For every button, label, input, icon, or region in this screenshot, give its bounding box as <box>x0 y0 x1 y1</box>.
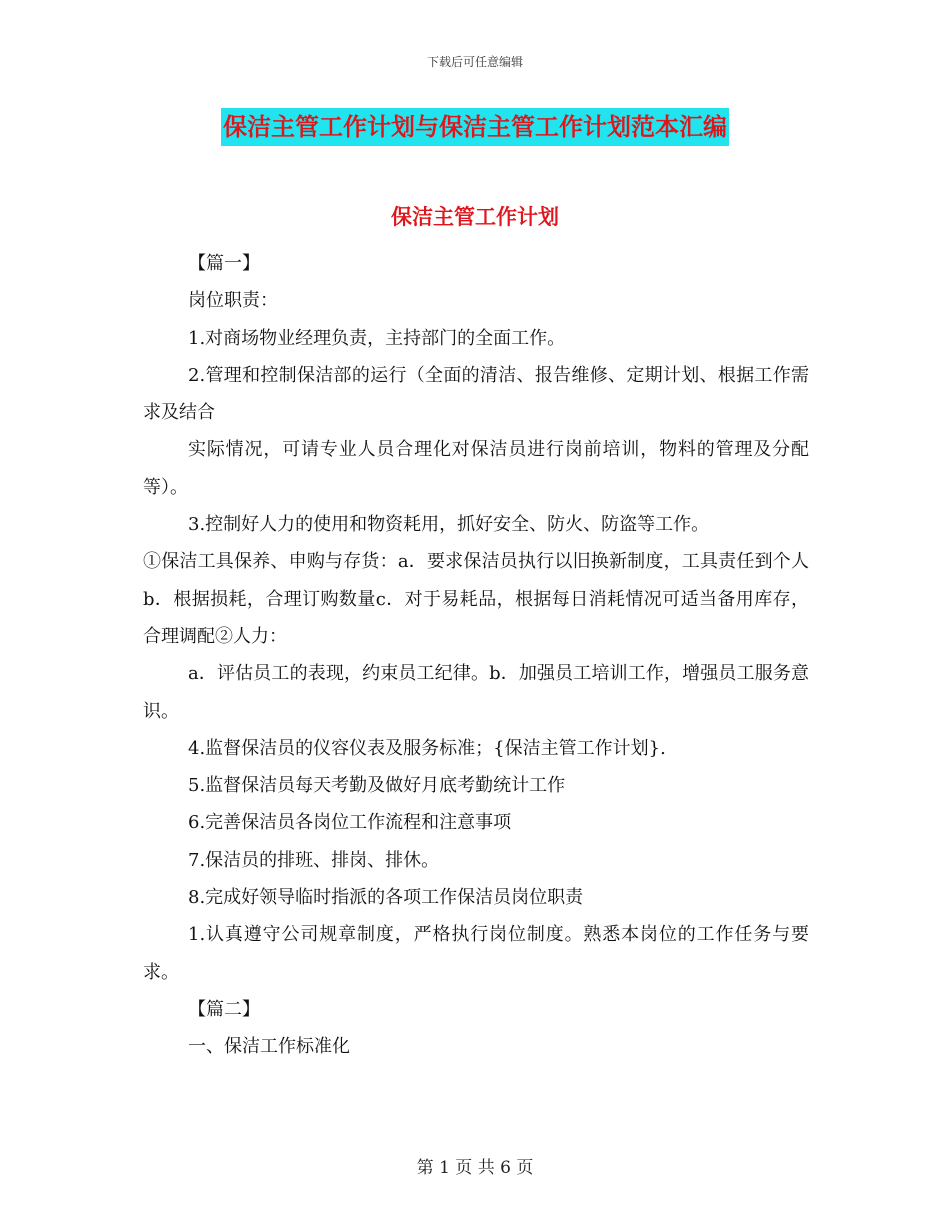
paragraph: 1.对商场物业经理负责，主持部门的全面工作。 <box>188 327 566 349</box>
page-header-note: 下载后可任意编辑 <box>426 55 523 69</box>
paragraph: 2.管理和控制保洁部的运行（全面的清洁、报告维修、定期计划、根据工作需求及结合 <box>143 364 809 424</box>
paragraph: 6.完善保洁员各岗位工作流程和注意事项 <box>188 812 512 834</box>
paragraph: 岗位职责： <box>188 290 278 312</box>
paragraph: 实际情况，可请专业人员合理化对保洁员进行岗前培训，物料的管理及分配等）。 <box>143 439 809 498</box>
paragraph: 7.保洁员的排班、排岗、排休。 <box>188 849 440 871</box>
paragraph: 8.完成好领导临时指派的各项工作保洁员岗位职责 <box>188 887 584 909</box>
paragraph: a．评估员工的表现，约束员工纪律。b．加强员工培训工作，增强员工服务意识。 <box>143 663 809 722</box>
paragraph: 3.控制好人力的使用和物资耗用，抓好安全、防火、防盗等工作。 <box>188 514 710 536</box>
page-footer: 第 1 页 共 6 页 <box>416 1158 534 1178</box>
paragraph: ①保洁工具保养、申购与存货：a．要求保洁员执行以旧换新制度，工具责任到个人b．根据损耗，合理订购数量c．对于易耗品，根据每日消耗情况可适当备用库存，合理调配②人力： <box>143 551 809 647</box>
paragraph: 5.监督保洁员每天考勤及做好月底考勤统计工作 <box>188 775 566 797</box>
document-body <box>143 245 809 1066</box>
paragraph: 【篇一】 <box>188 253 260 274</box>
paragraph: 【篇二】 <box>188 998 260 1020</box>
main-title-block <box>0 108 950 146</box>
paragraph: 一、保洁工作标准化 <box>188 1036 350 1058</box>
document-title: 保洁主管工作计划与保洁主管工作计划范本汇编 <box>221 108 729 146</box>
paragraph: 4.监督保洁员的仪容仪表及服务标准；{保洁主管工作计划}. <box>188 737 666 759</box>
section-title: 保洁主管工作计划 <box>391 205 559 229</box>
paragraph: 1.认真遵守公司规章制度，严格执行岗位制度。熟悉本岗位的工作任务与要求。 <box>143 924 809 983</box>
